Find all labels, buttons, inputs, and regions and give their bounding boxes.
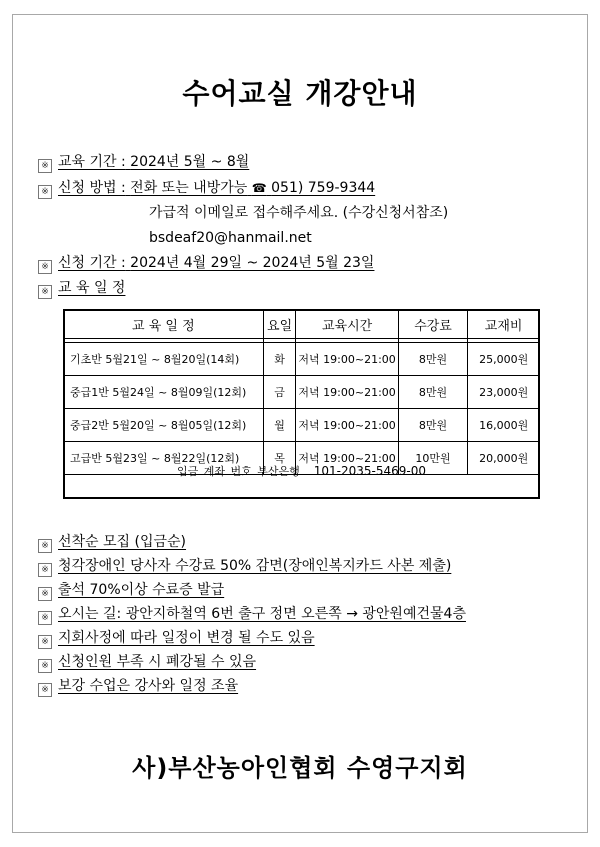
period-value: 2024년 5월 ~ 8월 [130, 154, 250, 170]
apply-text [58, 255, 374, 271]
reference-mark-icon: ※ [38, 587, 52, 601]
header-book: 교재비 [468, 310, 540, 339]
method-value: 전화 또는 내방가능 [130, 180, 248, 196]
notice-item [38, 556, 451, 577]
table-row [64, 409, 540, 442]
class-day: 금 [263, 376, 296, 409]
notice-item [38, 652, 256, 673]
email-address[interactable]: bsdeaf20@hanmail.net [149, 230, 312, 246]
info-schedule-heading [38, 278, 125, 299]
reference-mark-icon: ※ [38, 611, 52, 625]
apply-label: 신청 기간 : [58, 255, 126, 271]
page-title: 수어교실 개강안내 [182, 77, 418, 110]
info-period [38, 152, 249, 173]
account-number: 101-2035-5469-00 [313, 464, 426, 478]
table-row [64, 376, 540, 409]
reference-mark-icon: ※ [38, 683, 52, 697]
notice-text: 청각장애인 당사자 수강료 50% 감면(장애인복지카드 사본 제출) [58, 558, 452, 574]
table-row [64, 343, 540, 376]
class-day: 화 [263, 343, 296, 376]
class-fee: 10만원 [398, 442, 467, 475]
method-text [58, 180, 375, 196]
phone-number: 051) 759-9344 [271, 180, 376, 196]
class-book: 23,000원 [468, 376, 540, 409]
class-schedule: 중급1반 5월24일 ~ 8월09일(12회) [64, 376, 264, 409]
method-label: 신청 방법 : [58, 180, 126, 196]
class-time: 저녁 19:00~21:00 [296, 343, 398, 376]
header-schedule: 교 육 일 정 [64, 310, 264, 339]
class-time: 저녁 19:00~21:00 [296, 376, 398, 409]
notice-text: 출석 70%이상 수료증 발급 [58, 582, 225, 598]
info-method [38, 178, 375, 199]
reference-mark-icon: ※ [38, 285, 52, 299]
period-text [58, 154, 249, 170]
class-fee: 8만원 [398, 409, 467, 442]
header-time: 교육시간 [296, 310, 398, 339]
class-book: 16,000원 [468, 409, 540, 442]
account-label: 입금 계좌 번호 부산은행 [177, 465, 300, 478]
notice-item [38, 580, 224, 601]
account-info [63, 463, 540, 479]
class-fee: 8만원 [398, 376, 467, 409]
notice-text: 보강 수업은 강사와 일정 조율 [58, 678, 239, 694]
notice-item [38, 604, 466, 625]
info-apply-period [38, 253, 374, 274]
header-fee: 수강료 [398, 310, 467, 339]
reference-mark-icon: ※ [38, 635, 52, 649]
class-book: 25,000원 [468, 343, 540, 376]
email-note: 가급적 이메일로 접수해주세요. (수강신청서참조) [149, 205, 449, 221]
class-book: 20,000원 [468, 442, 540, 475]
notice-text: 지회사정에 따라 일정이 변경 될 수도 있음 [58, 630, 315, 646]
notice-item [38, 628, 315, 649]
class-time: 저녁 19:00~21:00 [296, 442, 398, 475]
class-day: 월 [263, 409, 296, 442]
phone-icon: ☎ [251, 181, 267, 195]
class-schedule: 기초반 5월21일 ~ 8월20일(14회) [64, 343, 264, 376]
reference-mark-icon: ※ [38, 539, 52, 553]
notice-text: 신청인원 부족 시 폐강될 수 있음 [58, 654, 257, 670]
reference-mark-icon: ※ [38, 260, 52, 274]
schedule-heading: 교 육 일 정 [58, 280, 126, 296]
notice-item [38, 532, 186, 553]
schedule-table [63, 309, 540, 475]
organization-name: 사)부산농아인협회 수영구지회 [132, 754, 468, 782]
reference-mark-icon: ※ [38, 659, 52, 673]
class-schedule: 중급2반 5월20일 ~ 8월05일(12회) [64, 409, 264, 442]
notice-text: 선착순 모집 (입금순) [58, 534, 187, 550]
apply-value: 2024년 4월 29일 ~ 2024년 5월 23일 [130, 255, 375, 271]
table-header-row [64, 310, 540, 339]
reference-mark-icon: ※ [38, 159, 52, 173]
class-day: 목 [263, 442, 296, 475]
notice-item [38, 676, 238, 697]
class-time: 저녁 19:00~21:00 [296, 409, 398, 442]
reference-mark-icon: ※ [38, 563, 52, 577]
header-day: 요일 [263, 310, 296, 339]
reference-mark-icon: ※ [38, 185, 52, 199]
notice-text: 오시는 길: 광안지하철역 6번 출구 정면 오른쪽 → 광안원예건물4층 [58, 606, 466, 622]
period-label: 교육 기간 : [58, 154, 126, 170]
class-fee: 8만원 [398, 343, 467, 376]
class-schedule: 고급반 5월23일 ~ 8월22일(12회) [64, 442, 264, 475]
